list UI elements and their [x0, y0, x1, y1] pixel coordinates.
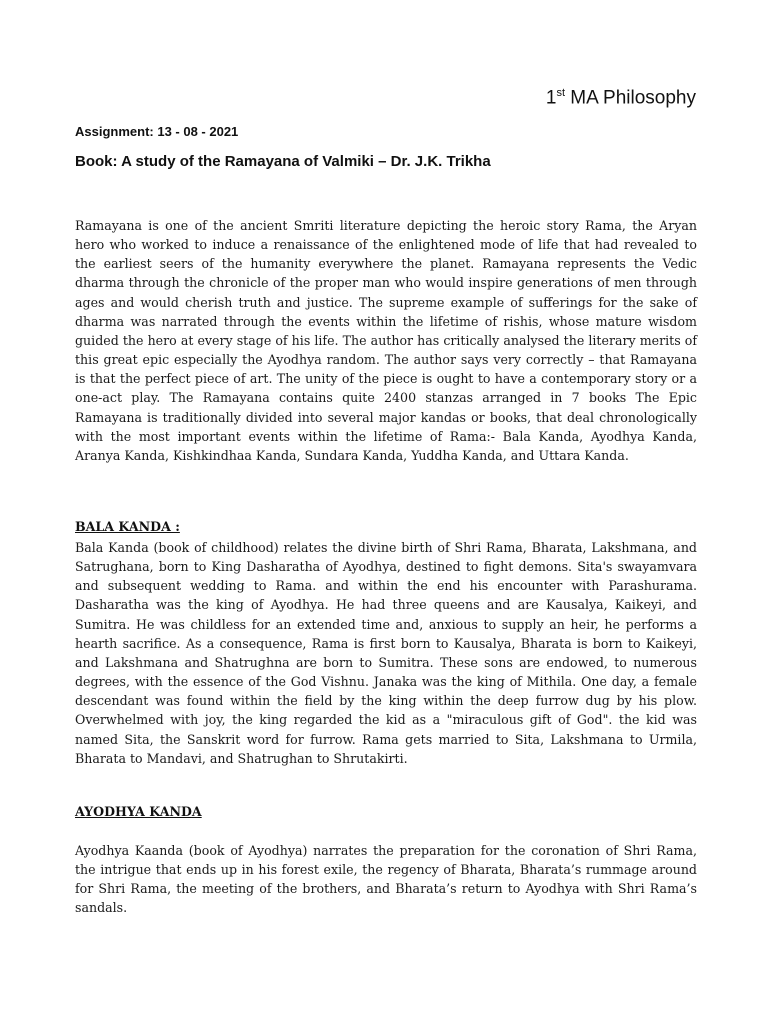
book-title: Book: A study of the Ramayana of Valmiki – Dr. J.K. Trikha	[75, 153, 491, 170]
course-number-suffix: st	[556, 87, 566, 99]
course-title	[546, 87, 696, 109]
course-name: MA Philosophy	[565, 87, 696, 109]
bala-kanda-paragraph: Bala Kanda (book of childhood) relates the divine birth of Shri Rama, Bharata, Lakshmana, and Satrughana, born to King Dasharatha of Ayodhya, destined to fight demons. Sita's swayamvara and subsequent wedding to Rama. and within the end his encounter with Parashurama. Dasharatha was the king of Ayodhya. He had three queens and are Kausalya, Kaikeyi, and Sumitra. He was childless for an extended time and, anxious to supply an heir, he performs a hearth sacrifice. As a consequence, Rama is first born to Kausalya, Bharata is born to Kaikeyi, and Lakshmana and Shatrughna are born to Sumitra. These sons are endowed, to numerous degrees, with the essence of the God Vishnu. Janaka was the king of Mithila. One day, a female descendant was found within the field by the king within the deep furrow dug by his plow. Overwhelmed with joy, the king regarded the kid as a "miraculous gift of God". the kid was named Sita, the Sanskrit word for furrow. Rama gets married to Sita, Lakshmana to Urmila, Bharata to Mandavi, and Shatrughan to Shrutakirti.	[75, 540, 697, 766]
assignment-date: Assignment: 13 - 08 - 2021	[75, 124, 239, 139]
ayodhya-kanda-paragraph: Ayodhya Kaanda (book of Ayodhya) narrates the preparation for the coronation of Shri Rama, the intrigue that ends up in his forest exile, the regency of Bharata, Bharata’s rummage around for Shri Rama, the meeting of the brothers, and Bharata’s return to Ayodhya with Shri Rama’s sandals.	[75, 843, 697, 916]
course-number: 1	[545, 87, 557, 109]
ayodhya-kanda-heading: AYODHYA KANDA	[75, 804, 202, 819]
intro-paragraph: Ramayana is one of the ancient Smriti literature depicting the heroic story Rama, the Aryan hero who worked to induce a renaissance of the enlightened mode of life that had revealed to the earliest seers of the humanity everywhere the planet. Ramayana represents the Vedic dharma through the chronicle of the proper man who would inspire generations of men through ages and would cherish truth and justice. The supreme example of sufferings for the sake of dharma was narrated through the events within the lifetime of rishis, whose mature wisdom guided the hero at every stage of his life. The author has critically analysed the literary merits of this great epic especially the Ayodhya random. The author says very correctly – that Ramayana is that the perfect piece of art. The unity of the piece is ought to have a contemporary story or a one-act play. The Ramayana contains quite 2400 stanzas arranged in 7 books The Epic Ramayana is traditionally divided into several major kandas or books, that deal chronologically with the most important events within the lifetime of Rama:- Bala Kanda, Ayodhya Kanda, Aranya Kanda, Kishkindhaa Kanda, Sundara Kanda, Yuddha Kanda, and Uttara Kanda.	[75, 218, 697, 463]
bala-kanda-heading: BALA KANDA :	[75, 519, 180, 534]
